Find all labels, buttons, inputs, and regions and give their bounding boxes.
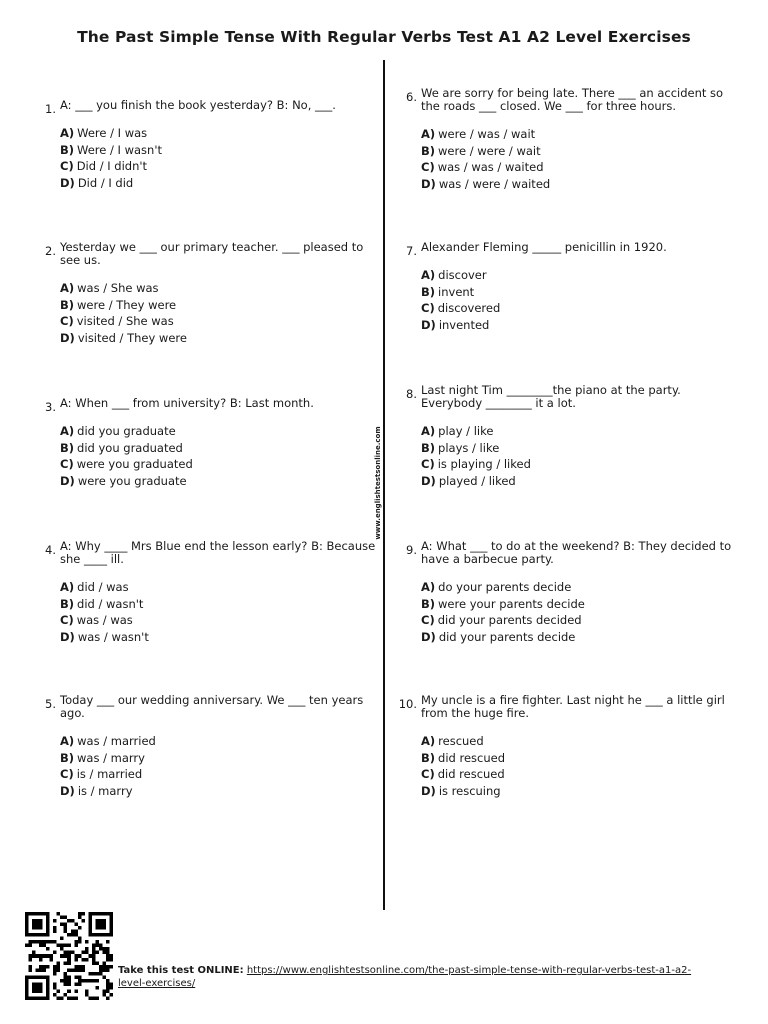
option-text: do your parents decide [438,580,572,594]
answer-option[interactable] [60,330,380,347]
answer-option[interactable] [421,579,741,596]
option-text: did you graduate [77,424,176,438]
question-number: 9. [406,543,417,557]
answer-option[interactable] [60,125,380,142]
option-letter: A) [421,127,436,141]
answer-option[interactable] [421,783,741,800]
option-text: were you graduate [77,473,187,488]
answer-option[interactable] [421,126,741,143]
answer-option[interactable] [421,159,741,176]
option-text: Were / I wasn't [77,142,162,157]
answer-option[interactable] [421,456,741,473]
answer-option[interactable] [421,766,741,783]
option-text: were / was / wait [438,127,536,141]
footer [118,964,718,990]
option-letter: A) [60,424,75,438]
option-text: is playing / liked [437,457,531,471]
option-letter: D) [421,629,436,644]
question-6 [406,86,741,192]
question-text: A: What ___ to do at the weekend? B: They decided to have a barbecue party. [421,539,732,566]
option-letter: A) [60,281,75,295]
answer-option[interactable] [421,473,741,490]
option-letter: A) [421,268,436,282]
option-text: Did / I didn't [76,159,148,173]
option-text: were / They were [77,297,177,312]
question-text: Alexander Fleming _____ penicillin in 1920. [421,240,667,254]
answer-option[interactable] [421,440,741,457]
option-letter: C) [421,301,435,315]
question-text: Last night Tim ________the piano at the party. Everybody ________ it a lot. [421,383,681,410]
answer-option[interactable] [421,629,741,646]
option-text: did your parents decided [437,613,582,627]
option-text: were you graduated [76,457,193,471]
option-letter: B) [60,142,75,157]
question-text: My uncle is a fire fighter. Last night he ___ a little girl from the huge fire. [421,693,725,720]
option-text: was / married [77,734,156,748]
answer-option[interactable] [421,267,741,284]
question-3 [45,396,380,489]
option-letter: A) [421,580,436,594]
option-letter: B) [60,440,75,455]
question-number: 2. [45,244,56,258]
option-text: did rescued [437,767,505,781]
option-letter: C) [60,159,74,173]
option-text: was / was [76,613,133,627]
question-10 [398,693,741,799]
footer-link[interactable]: https://www.englishtestsonline.com/the-past-simple-tense-with-regular-verbs-test-a1-a2-level-exercises/ [118,965,692,989]
option-letter: B) [421,596,436,611]
answer-option[interactable] [60,423,380,440]
question-text: Today ___ our wedding anniversary. We ___ ten years ago. [60,693,364,720]
footer-label: Take this test ONLINE: [118,965,244,976]
option-letter: A) [60,734,75,748]
option-letter: C) [421,457,435,471]
option-letter: D) [421,317,436,332]
option-letter: D) [421,473,436,488]
option-text: plays / like [438,440,500,455]
question-number: 10. [398,697,417,711]
qr-code-icon[interactable] [25,912,113,1000]
vertical-site-text: www.englishtestsonline.com [374,423,382,542]
option-text: is / married [76,767,143,781]
option-letter: A) [421,734,436,748]
answer-option[interactable] [60,142,380,159]
option-letter: D) [421,176,436,191]
question-text: A: Why ____ Mrs Blue end the lesson early? B: Because she ____ ill. [60,539,376,566]
question-7 [406,240,741,333]
option-letter: B) [421,750,436,765]
answer-option[interactable] [421,284,741,301]
option-letter: C) [60,767,74,781]
option-letter: D) [421,783,436,798]
option-letter: B) [421,143,436,158]
answer-option[interactable] [60,158,380,175]
answer-option[interactable] [60,175,380,192]
answer-option[interactable] [421,176,741,193]
option-text: Did / I did [77,175,134,190]
option-text: invent [438,284,475,299]
answer-option[interactable] [60,456,380,473]
option-text: play / like [438,424,494,438]
answer-option[interactable] [60,579,380,596]
column-divider [383,60,385,910]
option-letter: D) [60,783,75,798]
question-4 [45,539,380,645]
option-letter: C) [60,613,74,627]
answer-option[interactable] [421,423,741,440]
option-text: played / liked [438,473,516,488]
question-text: Yesterday we ___ our primary teacher. ___ pleased to see us. [60,240,364,267]
option-text: is / marry [77,783,133,798]
option-letter: B) [60,750,75,765]
option-text: did you graduated [77,440,183,455]
option-letter: A) [421,424,436,438]
question-8 [406,383,741,489]
answer-option[interactable] [60,766,380,783]
answer-option[interactable] [60,297,380,314]
option-letter: A) [60,126,75,140]
answer-option[interactable] [60,596,380,613]
option-letter: C) [60,314,74,328]
option-letter: D) [60,629,75,644]
answer-option[interactable] [60,440,380,457]
answer-option[interactable] [421,612,741,629]
option-text: was / marry [77,750,145,765]
option-letter: C) [421,613,435,627]
option-text: visited / She was [76,314,174,328]
option-letter: C) [60,457,74,471]
option-letter: B) [60,297,75,312]
answer-option[interactable] [421,317,741,334]
option-text: discover [438,268,487,282]
question-number: 4. [45,543,56,557]
option-text: is rescuing [438,783,501,798]
answer-option[interactable] [60,280,380,297]
option-letter: B) [421,284,436,299]
option-text: was / She was [77,281,159,295]
option-text: were / were / wait [438,143,541,158]
option-text: did / was [77,580,129,594]
question-number: 8. [406,387,417,401]
answer-option[interactable] [421,733,741,750]
option-letter: C) [421,160,435,174]
option-text: did / wasn't [77,596,144,611]
option-letter: D) [60,330,75,345]
question-number: 3. [45,400,56,414]
answer-option[interactable] [60,313,380,330]
question-1 [45,98,380,191]
question-text: We are sorry for being late. There ___ an accident so the roads ___ closed. We ___ for three hours. [421,86,724,113]
option-text: Were / I was [77,126,148,140]
question-number: 7. [406,244,417,258]
answer-option[interactable] [60,629,380,646]
option-letter: B) [60,596,75,611]
option-text: did rescued [438,750,506,765]
answer-option[interactable] [421,750,741,767]
question-5 [45,693,380,799]
answer-option[interactable] [60,750,380,767]
option-text: visited / They were [77,330,187,345]
answer-option[interactable] [60,612,380,629]
answer-option[interactable] [60,473,380,490]
option-letter: D) [60,473,75,488]
option-letter: B) [421,440,436,455]
option-letter: C) [421,767,435,781]
answer-option[interactable] [421,596,741,613]
option-text: was / was / waited [437,160,544,174]
option-text: did your parents decide [438,629,576,644]
question-text: A: ___ you finish the book yesterday? B: No, ___. [60,98,336,112]
option-letter: A) [60,580,75,594]
option-text: discovered [437,301,501,315]
question-text: A: When ___ from university? B: Last month. [60,396,314,410]
question-number: 1. [45,102,56,116]
answer-option[interactable] [60,733,380,750]
option-text: was / were / waited [438,176,551,191]
option-text: rescued [438,734,484,748]
question-number: 5. [45,697,56,711]
option-text: was / wasn't [77,629,149,644]
answer-option[interactable] [60,783,380,800]
answer-option[interactable] [421,300,741,317]
option-text: were your parents decide [438,596,585,611]
page-title: The Past Simple Tense With Regular Verbs Test A1 A2 Level Exercises [77,28,691,46]
option-text: invented [438,317,490,332]
option-letter: D) [60,175,75,190]
answer-option[interactable] [421,143,741,160]
question-number: 6. [406,90,417,104]
question-9 [406,539,741,645]
question-2 [45,240,380,346]
